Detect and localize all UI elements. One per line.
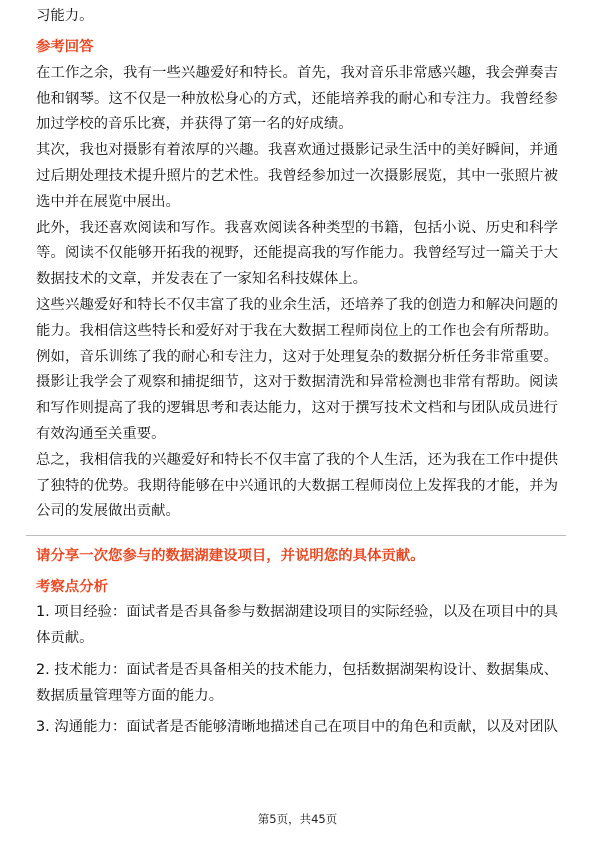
- analysis-points: [36, 600, 558, 741]
- analysis-point: 1. 项目经验：面试者是否具备参与数据湖建设项目的实际经验，以及在项目中的具体贡献。: [36, 604, 558, 646]
- page-content: [36, 4, 558, 741]
- answer-paragraph: 总之，我相信我的兴趣爱好和特长不仅丰富了我的个人生活，还为我在工作中提供了独特的优势。我期待能够在中兴通讯的大数据工程师岗位上发挥我的才能，并为公司的发展做出贡献。: [36, 451, 558, 520]
- answer-paragraph: 其次，我也对摄影有着浓厚的兴趣。我喜欢通过摄影记录生活中的美好瞬间，并通过后期处理技术提升照片的艺术性。我曾经参加过一次摄影展览，其中一张照片被选中并在展览中展出。: [36, 142, 558, 210]
- page-number-footer: 第5页，共45页: [257, 812, 338, 826]
- answer-paragraph: 这些兴趣爱好和特长不仅丰富了我的业余生活，还培养了我的创造力和解决问题的能力。我相信这些特长和爱好对于我在大数据工程师岗位上的工作也会有所帮助。例如，音乐训练了我的耐心和专注力，这对于处理复杂的数据分析任务非常重要。摄影让我学会了观察和捕捉细节，这对于数据清洗和异常检测也非常有帮助。阅读和写作则提高了我的逻辑思考和表达能力，这对于撰写技术文档和与团队成员进行有效沟通至关重要。: [36, 296, 558, 442]
- section-divider: [26, 535, 566, 536]
- intro-tail-text: 习能力。: [36, 8, 94, 24]
- answer-body: [36, 61, 558, 525]
- analysis-point: 3. 沟通能力：面试者是否能够清晰地描述自己在项目中的角色和贡献，以及对团队: [36, 719, 558, 736]
- answer-paragraph: 此外，我还喜欢阅读和写作。我喜欢阅读各种类型的书籍，包括小说、历史和科学等。阅读不仅能够开拓我的视野，还能提高我的写作能力。我曾经写过一篇关于大数据技术的文章，并发表在了一家知名科技媒体上。: [36, 219, 558, 288]
- analysis-heading: 考察点分析: [36, 579, 108, 596]
- analysis-point: 2. 技术能力：面试者是否具备相关的技术能力，包括数据湖架构设计、数据集成、数据质量管理等方面的能力。: [36, 661, 558, 704]
- answer-paragraph: 在工作之余，我有一些兴趣爱好和特长。首先，我对音乐非常感兴趣，我会弹奏吉他和钢琴。这不仅是一种放松身心的方式，还能培养我的耐心和专注力。我曾经参加过学校的音乐比赛，并获得了第一名的好成绩。: [36, 64, 558, 133]
- answer-heading: 参考回答: [36, 38, 94, 55]
- question-heading: 请分享一次您参与的数据湖建设项目，并说明您的具体贡献。: [36, 548, 425, 565]
